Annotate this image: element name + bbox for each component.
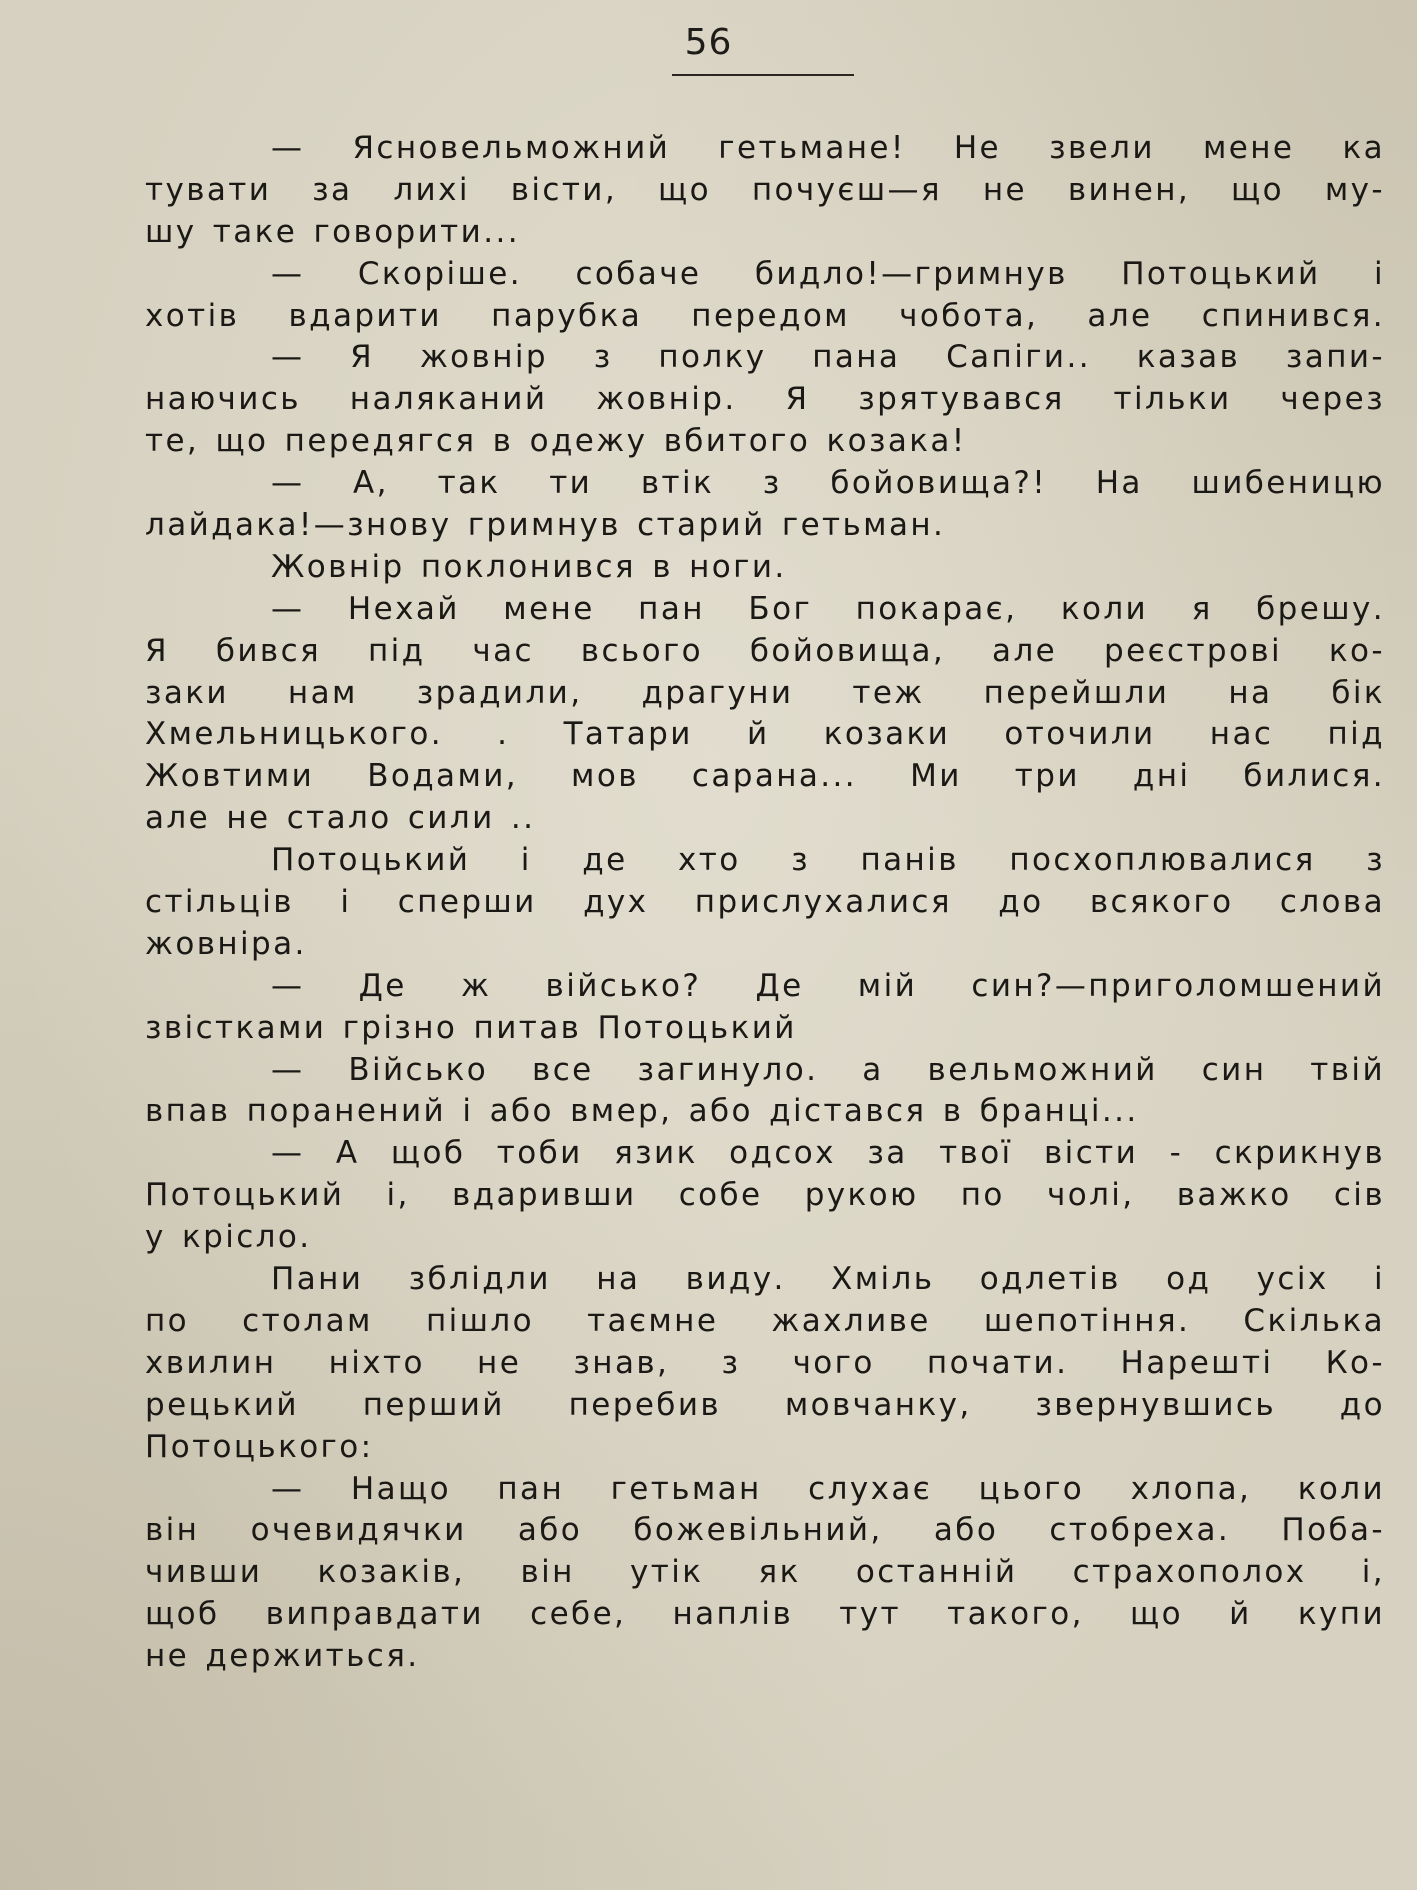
text-line: те, що передягся в одежу вбитого козака!: [145, 423, 967, 460]
text-line: — Ясновельможний гетьмане! Не звели мене ка: [271, 130, 1385, 166]
text-line: звістками грізно питав Потоцький: [145, 1009, 797, 1046]
text-line: лайдака!—знову гримнув старий гетьман.: [145, 507, 946, 544]
page-number: 56: [684, 22, 733, 63]
header-rule: [672, 74, 854, 76]
text-line: наючись наляканий жовнір. Я зрятувався тільки через: [145, 381, 1385, 418]
text-line: по столам пішло таємне жахливе шепотіння. Скілька: [145, 1302, 1385, 1339]
text-line: рецький перший перебив мовчанку, звернувшись до: [145, 1386, 1385, 1423]
text-line: — Військо все загинуло. а вельможний син твій: [271, 1051, 1385, 1088]
text-line: Я бився під час всього бойовища, але реєстрові ко-: [145, 632, 1385, 669]
text-line: — Де ж військо? Де мій син?—приголомшений: [271, 967, 1385, 1004]
text-line: — А щоб тоби язик одсох за твої вісти - скрикнув: [271, 1135, 1385, 1172]
text-line: Потоцького:: [145, 1428, 374, 1465]
text-line: щоб виправдати себе, наплів тут такого, що й купи: [145, 1596, 1385, 1633]
text-line: Пани зблідли на виду. Хміль одлетів од усіх і: [271, 1261, 1385, 1298]
text-line: тувати за лихі вісти, що почуєш—я не винен, що му-: [145, 171, 1385, 208]
text-line: — Я жовнір з полку пана Сапіги.. казав запи-: [271, 339, 1385, 376]
text-line: Жовтими Водами, мов сарана... Ми три дні билися.: [145, 758, 1385, 795]
text-line: стільців і сперши дух прислухалися до всякого слова: [145, 884, 1385, 921]
text-line: він очевидячки або божевільний, або стобреха. Поба-: [145, 1512, 1385, 1549]
text-line: жовніра.: [145, 925, 307, 962]
text-line: але не стало сили ..: [145, 800, 536, 837]
text-line: Потоцький і де хто з панів посхоплювалися з: [271, 842, 1385, 879]
text-line: Хмельницького. . Татари й козаки оточили нас під: [145, 716, 1385, 753]
text-line: — Нащо пан гетьман слухає цього хлопа, коли: [271, 1470, 1385, 1507]
text-line: хотів вдарити парубка передом чобота, але спинився.: [145, 297, 1385, 334]
text-line: Потоцький і, вдаривши собе рукою по чолі, важко сів: [145, 1177, 1385, 1214]
text-line: Жовнір поклонився в ноги.: [271, 548, 787, 585]
text-line: шу таке говорити...: [145, 213, 520, 250]
text-line: чивши козаків, він утік як останній страхополох і,: [145, 1554, 1385, 1591]
text-line: — А, так ти втік з бойовища?! На шибеницю: [271, 465, 1385, 502]
text-line: у крісло.: [145, 1219, 312, 1256]
text-line: заки нам зрадили, драгуни теж перейшли на бік: [145, 674, 1385, 711]
text-line: — Скоріше. собаче бидло!—гримнув Потоцький і: [271, 255, 1385, 292]
text-line: не держиться.: [145, 1638, 420, 1675]
text-line: хвилин ніхто не знав, з чого почати. Нарешті Ко-: [145, 1344, 1385, 1381]
text-line: впав поранений і або вмер, або дістався в бранці...: [145, 1093, 1139, 1130]
text-line: — Нехай мене пан Бог покарає, коли я брешу.: [271, 590, 1385, 627]
page-body-text: [145, 128, 1385, 1678]
